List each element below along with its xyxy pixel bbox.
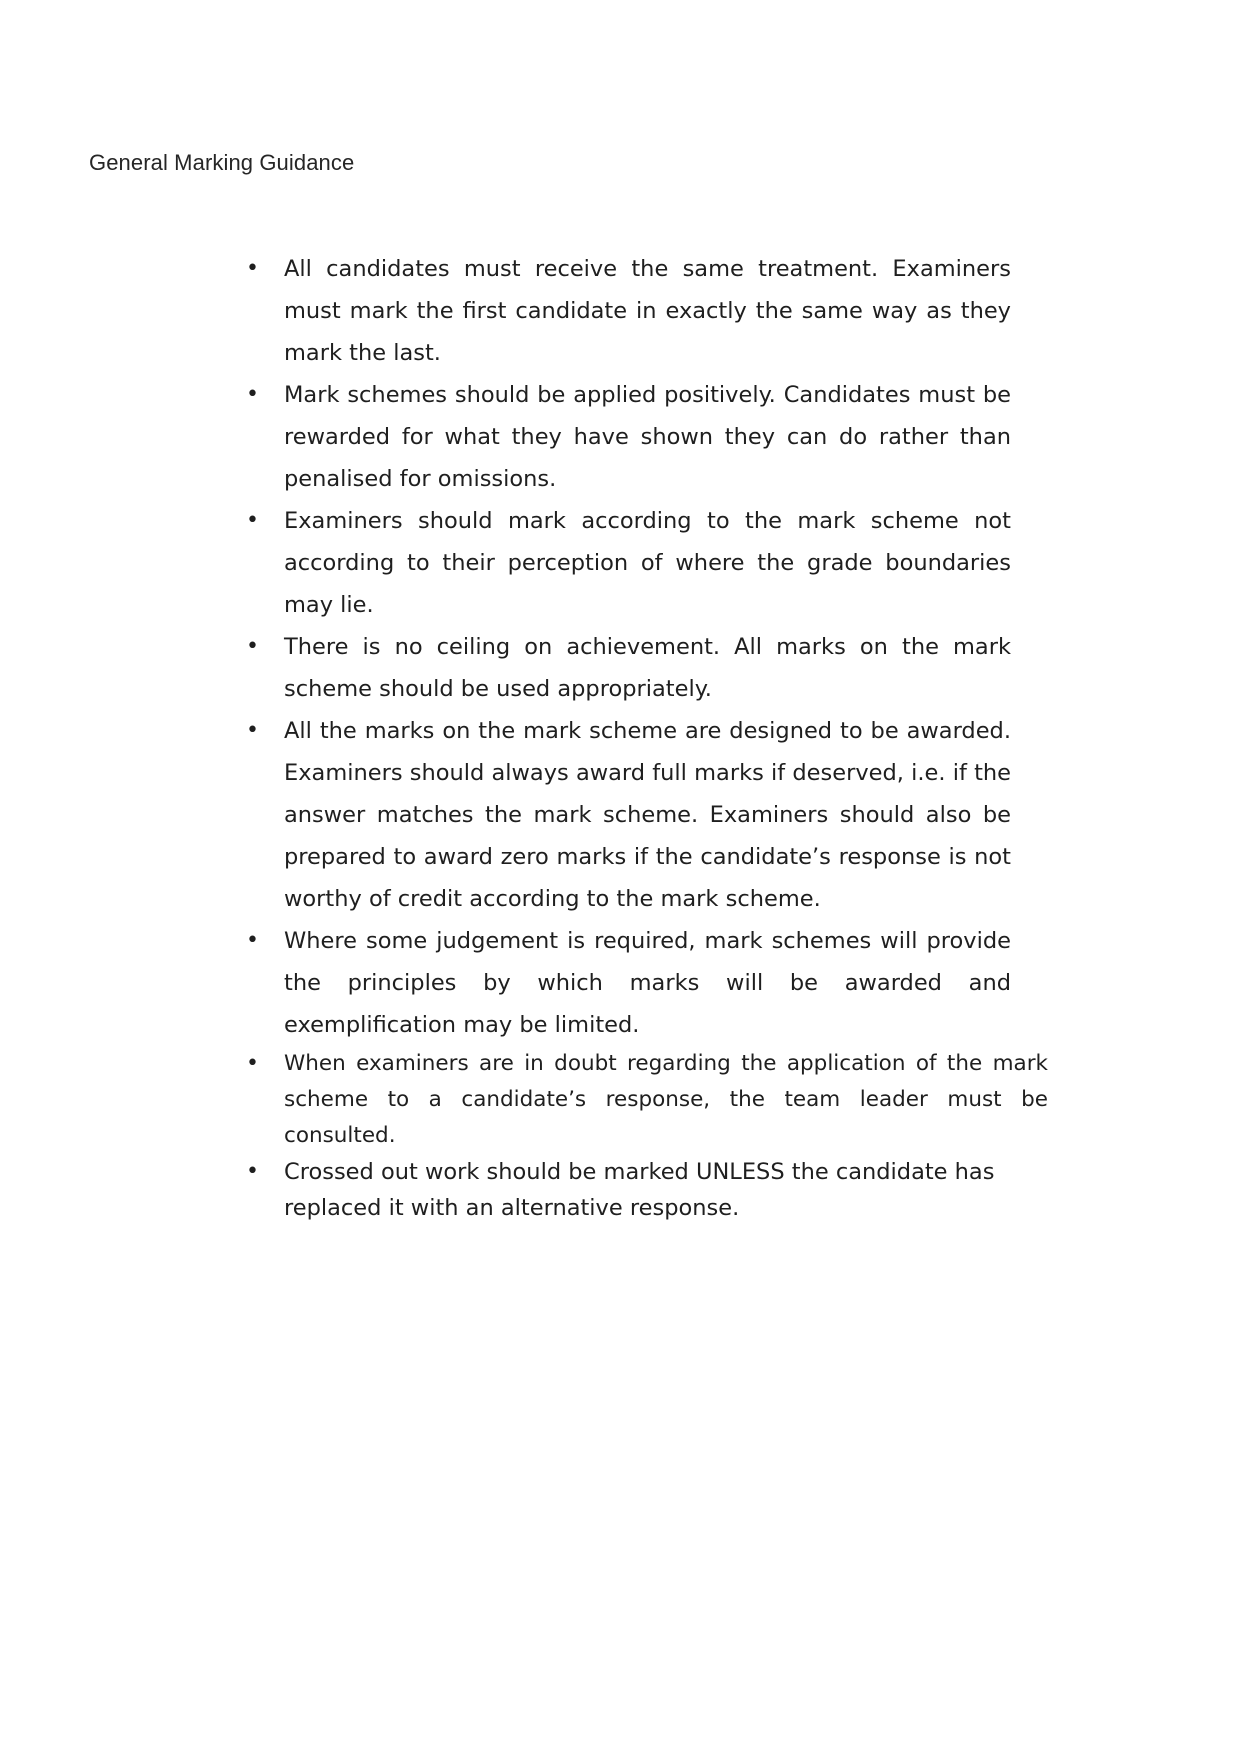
list-item xyxy=(244,710,1011,920)
list-item-text: Mark schemes should be applied positively. Candidates must be rewarded for what they have shown they can do rather than penalised for omissions. xyxy=(284,382,1011,492)
list-item-text: All candidates must receive the same treatment. Examiners must mark the first candidate in exactly the same way as they mark the last. xyxy=(284,256,1011,366)
bullet-icon: • xyxy=(246,256,259,281)
list-item-text: All the marks on the mark scheme are designed to be awarded. Examiners should always award full marks if deserved, i.e. if the answer matches the mark scheme. Examiners should also be prepared to award zero marks if the candidate’s response is not worthy of credit according to the mark scheme. xyxy=(284,718,1011,912)
page-title: General Marking Guidance xyxy=(89,150,355,175)
bullet-icon: • xyxy=(246,634,259,659)
list-item xyxy=(244,374,1011,500)
list-item-text: Examiners should mark according to the mark scheme not according to their perception of where the grade boundaries may lie. xyxy=(284,508,1011,618)
list-item xyxy=(244,1046,1048,1154)
list-item-text: There is no ceiling on achievement. All marks on the mark scheme should be used appropriately. xyxy=(284,634,1011,702)
list-item xyxy=(244,1154,1011,1226)
list-item xyxy=(244,500,1011,626)
bullet-icon: • xyxy=(246,1051,259,1076)
list-item xyxy=(244,920,1011,1046)
list-item-text: Crossed out work should be marked UNLESS the candidate has replaced it with an alternative response. xyxy=(284,1159,995,1221)
guidance-list xyxy=(244,248,1048,1226)
bullet-icon: • xyxy=(246,928,259,953)
bullet-icon: • xyxy=(246,718,259,743)
list-item xyxy=(244,626,1011,710)
bullet-icon: • xyxy=(246,1159,259,1184)
list-item-text: When examiners are in doubt regarding the application of the mark scheme to a candidate’s response, the team leader must be consulted. xyxy=(284,1051,1048,1148)
list-item xyxy=(244,248,1011,374)
bullet-icon: • xyxy=(246,508,259,533)
bullet-icon: • xyxy=(246,382,259,407)
list-item-text: Where some judgement is required, mark schemes will provide the principles by which marks will be awarded and exemplification may be limited. xyxy=(284,928,1011,1038)
